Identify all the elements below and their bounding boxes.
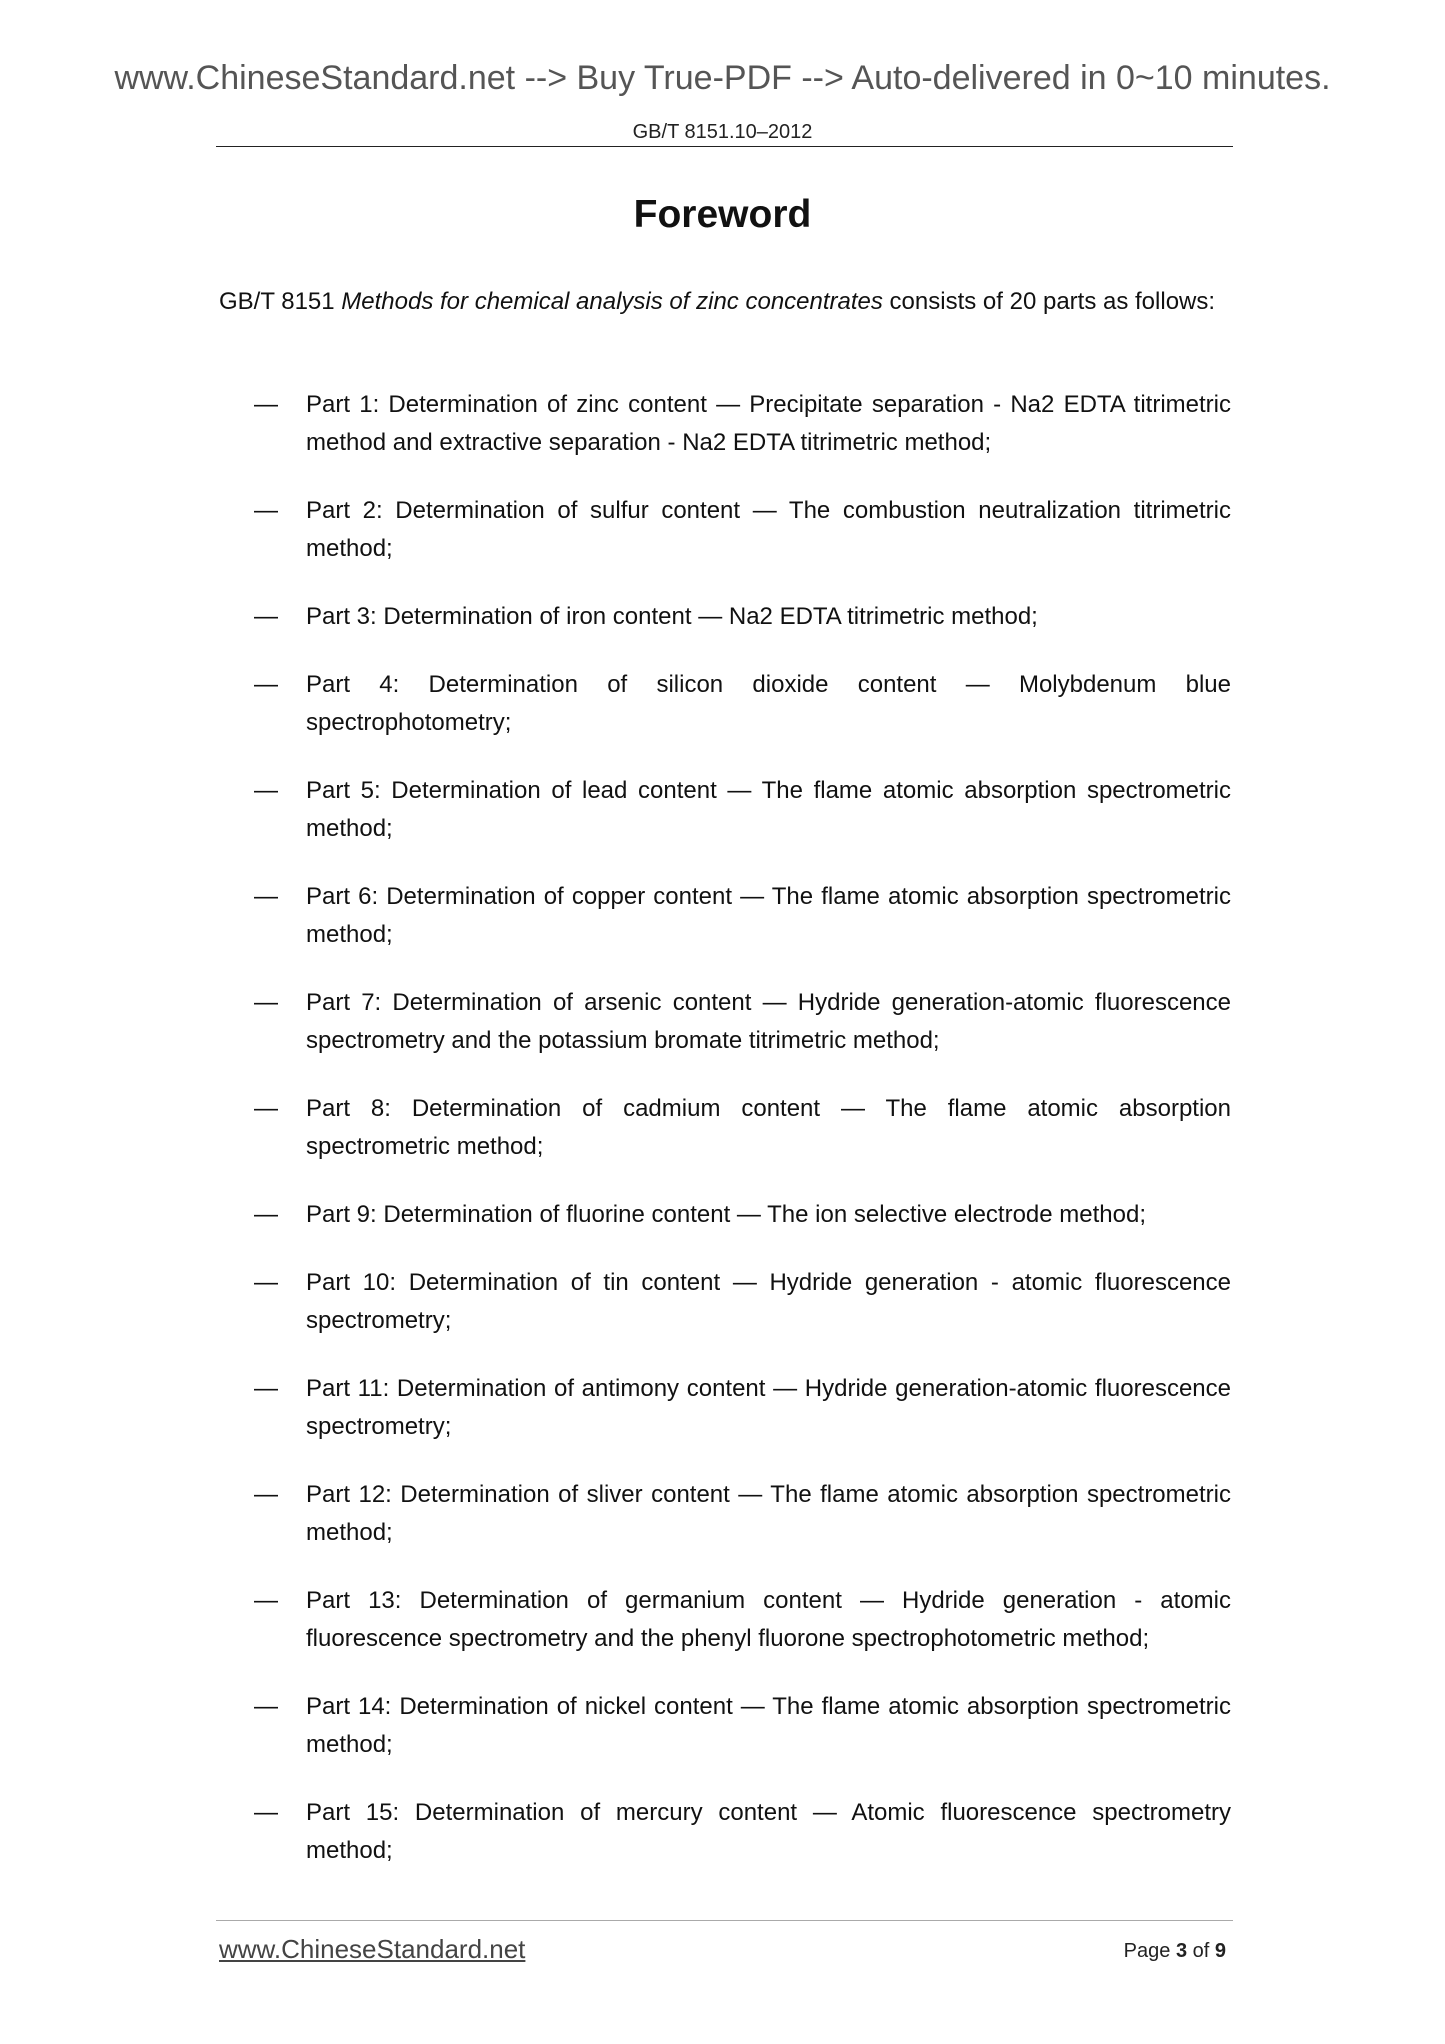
dash-bullet: — [254, 1201, 278, 1228]
list-item [219, 1794, 1231, 1870]
list-item [219, 878, 1231, 954]
part-text: Part 5: Determination of lead content — The flame atomic absorption spectrometric method; [306, 777, 1231, 842]
part-text: Part 9: Determination of fluorine content — The ion selective electrode method; [306, 1201, 1147, 1228]
dash-bullet: — [254, 777, 278, 804]
footer-website-link[interactable]: www.ChineseStandard.net [219, 1934, 526, 1964]
parts-list [219, 386, 1231, 1900]
list-item [219, 1370, 1231, 1446]
part-text: Part 3: Determination of iron content — Na2 EDTA titrimetric method; [306, 603, 1038, 630]
document-code: GB/T 8151.10–2012 [632, 121, 813, 143]
part-text: Part 14: Determination of nickel content — The flame atomic absorption spectrometric method; [306, 1693, 1231, 1758]
part-text: Part 12: Determination of sliver content — The flame atomic absorption spectrometric method; [306, 1481, 1231, 1546]
footer-divider [216, 1920, 1233, 1921]
dash-bullet: — [254, 497, 278, 524]
part-text: Part 2: Determination of sulfur content — The combustion neutralization titrimetric method; [306, 497, 1231, 562]
dash-bullet: — [254, 1375, 278, 1402]
page-number [1124, 1936, 1226, 1966]
list-item [219, 666, 1231, 742]
header-divider [216, 146, 1233, 147]
list-item [219, 1476, 1231, 1552]
intro-paragraph [219, 283, 1231, 321]
page-label: Page [1123, 1940, 1171, 1962]
part-text: Part 13: Determination of germanium content — Hydride generation - atomic fluorescence spectrometry and the phenyl fluorone spectrophotometric method; [306, 1587, 1231, 1652]
top-banner[interactable]: www.ChineseStandard.net --> Buy True-PDF --> Auto-delivered in 0~10 minutes. [114, 59, 1331, 97]
part-text: Part 7: Determination of arsenic content — Hydride generation-atomic fluorescence spectrometry and the potassium bromate titrimetric method; [306, 989, 1231, 1054]
intro-suffix: consists of 20 parts as follows: [882, 288, 1216, 315]
part-text: Part 10: Determination of tin content — Hydride generation - atomic fluorescence spectrometry; [306, 1269, 1231, 1334]
standard-title: Methods for chemical analysis of zinc concentrates [341, 288, 883, 315]
dash-bullet: — [254, 391, 278, 418]
dash-bullet: — [254, 603, 278, 630]
list-item [219, 1196, 1231, 1234]
list-item [219, 984, 1231, 1060]
part-text: Part 11: Determination of antimony content — Hydride generation-atomic fluorescence spectrometry; [306, 1375, 1231, 1440]
page-title: Foreword [633, 193, 812, 236]
list-item [219, 1090, 1231, 1166]
page-total: 9 [1214, 1940, 1226, 1962]
dash-bullet: — [254, 1269, 278, 1296]
list-item [219, 772, 1231, 848]
list-item [219, 386, 1231, 462]
page-of: of [1192, 1940, 1210, 1962]
page-current: 3 [1175, 1940, 1188, 1962]
list-item [219, 492, 1231, 568]
dash-bullet: — [254, 1481, 278, 1508]
part-text: Part 15: Determination of mercury content — Atomic fluorescence spectrometry method; [306, 1799, 1231, 1864]
list-item [219, 598, 1231, 636]
dash-bullet: — [254, 883, 278, 910]
list-item [219, 1264, 1231, 1340]
part-text: Part 4: Determination of silicon dioxide content — Molybdenum blue spectrophotometry; [306, 671, 1231, 736]
dash-bullet: — [254, 1799, 278, 1826]
part-text: Part 1: Determination of zinc content — Precipitate separation - Na2 EDTA titrimetric method and extractive separation - Na2 EDTA titrimetric method; [306, 391, 1231, 456]
dash-bullet: — [254, 1587, 278, 1614]
part-text: Part 6: Determination of copper content — The flame atomic absorption spectrometric method; [306, 883, 1231, 948]
part-text: Part 8: Determination of cadmium content — The flame atomic absorption spectrometric method; [306, 1095, 1231, 1160]
intro-prefix: GB/T 8151 [219, 288, 342, 315]
dash-bullet: — [254, 1095, 278, 1122]
dash-bullet: — [254, 1693, 278, 1720]
list-item [219, 1582, 1231, 1658]
list-item [219, 1688, 1231, 1764]
dash-bullet: — [254, 671, 278, 698]
dash-bullet: — [254, 989, 278, 1016]
